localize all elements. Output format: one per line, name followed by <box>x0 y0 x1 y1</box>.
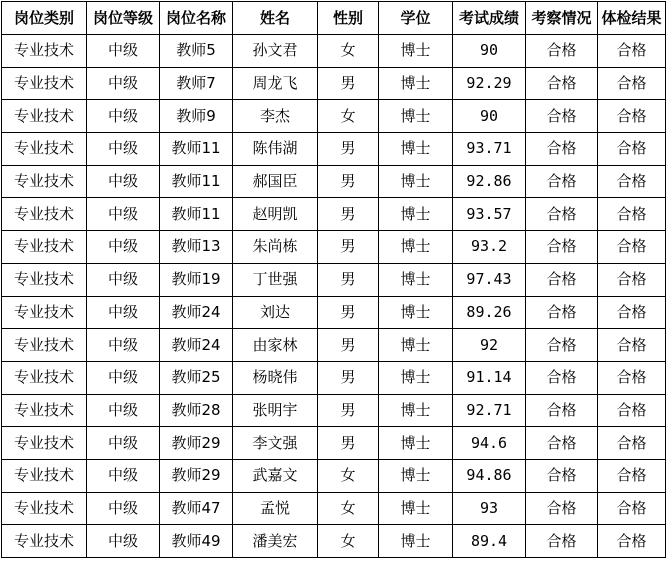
gender-cell: 女 <box>318 100 379 133</box>
gender-cell: 男 <box>318 67 379 100</box>
name-cell: 李文强 <box>233 427 318 460</box>
name-cell: 朱尚栋 <box>233 231 318 264</box>
exam-score-cell: 92.71 <box>453 394 526 427</box>
inspection-cell: 合格 <box>526 133 598 166</box>
table-row <box>2 35 666 68</box>
table-row <box>2 67 666 100</box>
table-row <box>2 198 666 231</box>
post-level-cell: 中级 <box>87 361 160 394</box>
post-category-cell: 专业技术 <box>2 427 87 460</box>
gender-cell: 男 <box>318 263 379 296</box>
medical-result-cell: 合格 <box>598 35 666 68</box>
degree-cell: 博士 <box>379 492 453 525</box>
header-gender: 性别 <box>318 2 379 35</box>
post-level-cell: 中级 <box>87 100 160 133</box>
inspection-cell: 合格 <box>526 394 598 427</box>
post-category-cell: 专业技术 <box>2 35 87 68</box>
post-category-cell: 专业技术 <box>2 361 87 394</box>
degree-cell: 博士 <box>379 329 453 362</box>
header-name: 姓名 <box>233 2 318 35</box>
exam-score-cell: 94.6 <box>453 427 526 460</box>
results-table <box>1 1 666 558</box>
inspection-cell: 合格 <box>526 165 598 198</box>
table-row <box>2 165 666 198</box>
post-category-cell: 专业技术 <box>2 459 87 492</box>
post-name-cell: 教师29 <box>160 427 233 460</box>
table-header <box>2 2 666 35</box>
inspection-cell: 合格 <box>526 329 598 362</box>
table-row <box>2 459 666 492</box>
name-cell: 刘达 <box>233 296 318 329</box>
post-level-cell: 中级 <box>87 329 160 362</box>
post-name-cell: 教师11 <box>160 165 233 198</box>
table-row <box>2 263 666 296</box>
header-medical-result: 体检结果 <box>598 2 666 35</box>
degree-cell: 博士 <box>379 165 453 198</box>
header-degree: 学位 <box>379 2 453 35</box>
exam-score-cell: 91.14 <box>453 361 526 394</box>
post-level-cell: 中级 <box>87 67 160 100</box>
table-row <box>2 427 666 460</box>
medical-result-cell: 合格 <box>598 67 666 100</box>
post-category-cell: 专业技术 <box>2 394 87 427</box>
post-category-cell: 专业技术 <box>2 525 87 558</box>
degree-cell: 博士 <box>379 198 453 231</box>
header-post-name: 岗位名称 <box>160 2 233 35</box>
post-level-cell: 中级 <box>87 198 160 231</box>
name-cell: 孟悦 <box>233 492 318 525</box>
medical-result-cell: 合格 <box>598 525 666 558</box>
exam-score-cell: 92.29 <box>453 67 526 100</box>
post-name-cell: 教师13 <box>160 231 233 264</box>
exam-score-cell: 93 <box>453 492 526 525</box>
post-name-cell: 教师28 <box>160 394 233 427</box>
degree-cell: 博士 <box>379 100 453 133</box>
medical-result-cell: 合格 <box>598 492 666 525</box>
degree-cell: 博士 <box>379 296 453 329</box>
inspection-cell: 合格 <box>526 263 598 296</box>
degree-cell: 博士 <box>379 231 453 264</box>
name-cell: 周龙飞 <box>233 67 318 100</box>
inspection-cell: 合格 <box>526 427 598 460</box>
header-row <box>2 2 666 35</box>
post-name-cell: 教师25 <box>160 361 233 394</box>
name-cell: 杨晓伟 <box>233 361 318 394</box>
inspection-cell: 合格 <box>526 296 598 329</box>
table-row <box>2 296 666 329</box>
inspection-cell: 合格 <box>526 198 598 231</box>
post-name-cell: 教师29 <box>160 459 233 492</box>
post-level-cell: 中级 <box>87 492 160 525</box>
gender-cell: 男 <box>318 296 379 329</box>
post-name-cell: 教师49 <box>160 525 233 558</box>
post-level-cell: 中级 <box>87 394 160 427</box>
gender-cell: 男 <box>318 361 379 394</box>
post-level-cell: 中级 <box>87 35 160 68</box>
post-level-cell: 中级 <box>87 263 160 296</box>
post-category-cell: 专业技术 <box>2 133 87 166</box>
header-exam-score: 考试成绩 <box>453 2 526 35</box>
post-category-cell: 专业技术 <box>2 296 87 329</box>
medical-result-cell: 合格 <box>598 263 666 296</box>
inspection-cell: 合格 <box>526 459 598 492</box>
gender-cell: 男 <box>318 427 379 460</box>
post-level-cell: 中级 <box>87 296 160 329</box>
inspection-cell: 合格 <box>526 231 598 264</box>
gender-cell: 女 <box>318 35 379 68</box>
exam-score-cell: 93.71 <box>453 133 526 166</box>
exam-score-cell: 89.4 <box>453 525 526 558</box>
gender-cell: 男 <box>318 198 379 231</box>
name-cell: 丁世强 <box>233 263 318 296</box>
inspection-cell: 合格 <box>526 525 598 558</box>
name-cell: 郝国臣 <box>233 165 318 198</box>
gender-cell: 女 <box>318 492 379 525</box>
inspection-cell: 合格 <box>526 67 598 100</box>
medical-result-cell: 合格 <box>598 394 666 427</box>
exam-score-cell: 94.86 <box>453 459 526 492</box>
post-name-cell: 教师24 <box>160 296 233 329</box>
medical-result-cell: 合格 <box>598 100 666 133</box>
exam-score-cell: 93.2 <box>453 231 526 264</box>
name-cell: 李杰 <box>233 100 318 133</box>
post-name-cell: 教师19 <box>160 263 233 296</box>
post-category-cell: 专业技术 <box>2 492 87 525</box>
medical-result-cell: 合格 <box>598 459 666 492</box>
exam-score-cell: 97.43 <box>453 263 526 296</box>
gender-cell: 男 <box>318 165 379 198</box>
name-cell: 陈伟湖 <box>233 133 318 166</box>
table-row <box>2 100 666 133</box>
exam-score-cell: 89.26 <box>453 296 526 329</box>
degree-cell: 博士 <box>379 361 453 394</box>
table-row <box>2 231 666 264</box>
exam-score-cell: 90 <box>453 100 526 133</box>
degree-cell: 博士 <box>379 427 453 460</box>
header-post-level: 岗位等级 <box>87 2 160 35</box>
gender-cell: 男 <box>318 231 379 264</box>
name-cell: 武嘉文 <box>233 459 318 492</box>
inspection-cell: 合格 <box>526 492 598 525</box>
exam-score-cell: 90 <box>453 35 526 68</box>
post-level-cell: 中级 <box>87 459 160 492</box>
post-level-cell: 中级 <box>87 231 160 264</box>
name-cell: 赵明凯 <box>233 198 318 231</box>
exam-score-cell: 92.86 <box>453 165 526 198</box>
post-category-cell: 专业技术 <box>2 231 87 264</box>
post-level-cell: 中级 <box>87 525 160 558</box>
degree-cell: 博士 <box>379 263 453 296</box>
exam-score-cell: 93.57 <box>453 198 526 231</box>
medical-result-cell: 合格 <box>598 361 666 394</box>
inspection-cell: 合格 <box>526 100 598 133</box>
medical-result-cell: 合格 <box>598 427 666 460</box>
header-post-category: 岗位类别 <box>2 2 87 35</box>
medical-result-cell: 合格 <box>598 296 666 329</box>
post-category-cell: 专业技术 <box>2 198 87 231</box>
gender-cell: 女 <box>318 459 379 492</box>
inspection-cell: 合格 <box>526 35 598 68</box>
post-name-cell: 教师7 <box>160 67 233 100</box>
table-row <box>2 525 666 558</box>
table-row <box>2 361 666 394</box>
post-level-cell: 中级 <box>87 133 160 166</box>
gender-cell: 男 <box>318 329 379 362</box>
degree-cell: 博士 <box>379 35 453 68</box>
table-row <box>2 329 666 362</box>
exam-score-cell: 92 <box>453 329 526 362</box>
post-category-cell: 专业技术 <box>2 329 87 362</box>
gender-cell: 男 <box>318 394 379 427</box>
medical-result-cell: 合格 <box>598 133 666 166</box>
inspection-cell: 合格 <box>526 361 598 394</box>
post-level-cell: 中级 <box>87 165 160 198</box>
post-level-cell: 中级 <box>87 427 160 460</box>
medical-result-cell: 合格 <box>598 165 666 198</box>
post-name-cell: 教师9 <box>160 100 233 133</box>
gender-cell: 女 <box>318 525 379 558</box>
table-row <box>2 492 666 525</box>
medical-result-cell: 合格 <box>598 198 666 231</box>
post-category-cell: 专业技术 <box>2 67 87 100</box>
post-name-cell: 教师11 <box>160 198 233 231</box>
post-category-cell: 专业技术 <box>2 165 87 198</box>
table-body <box>2 35 666 558</box>
post-name-cell: 教师24 <box>160 329 233 362</box>
degree-cell: 博士 <box>379 394 453 427</box>
degree-cell: 博士 <box>379 67 453 100</box>
name-cell: 张明宇 <box>233 394 318 427</box>
table-row <box>2 394 666 427</box>
post-name-cell: 教师47 <box>160 492 233 525</box>
post-category-cell: 专业技术 <box>2 100 87 133</box>
degree-cell: 博士 <box>379 525 453 558</box>
medical-result-cell: 合格 <box>598 231 666 264</box>
post-name-cell: 教师5 <box>160 35 233 68</box>
degree-cell: 博士 <box>379 133 453 166</box>
name-cell: 由家林 <box>233 329 318 362</box>
table-row <box>2 133 666 166</box>
post-category-cell: 专业技术 <box>2 263 87 296</box>
degree-cell: 博士 <box>379 459 453 492</box>
name-cell: 孙文君 <box>233 35 318 68</box>
name-cell: 潘美宏 <box>233 525 318 558</box>
header-inspection: 考察情况 <box>526 2 598 35</box>
post-name-cell: 教师11 <box>160 133 233 166</box>
medical-result-cell: 合格 <box>598 329 666 362</box>
gender-cell: 男 <box>318 133 379 166</box>
